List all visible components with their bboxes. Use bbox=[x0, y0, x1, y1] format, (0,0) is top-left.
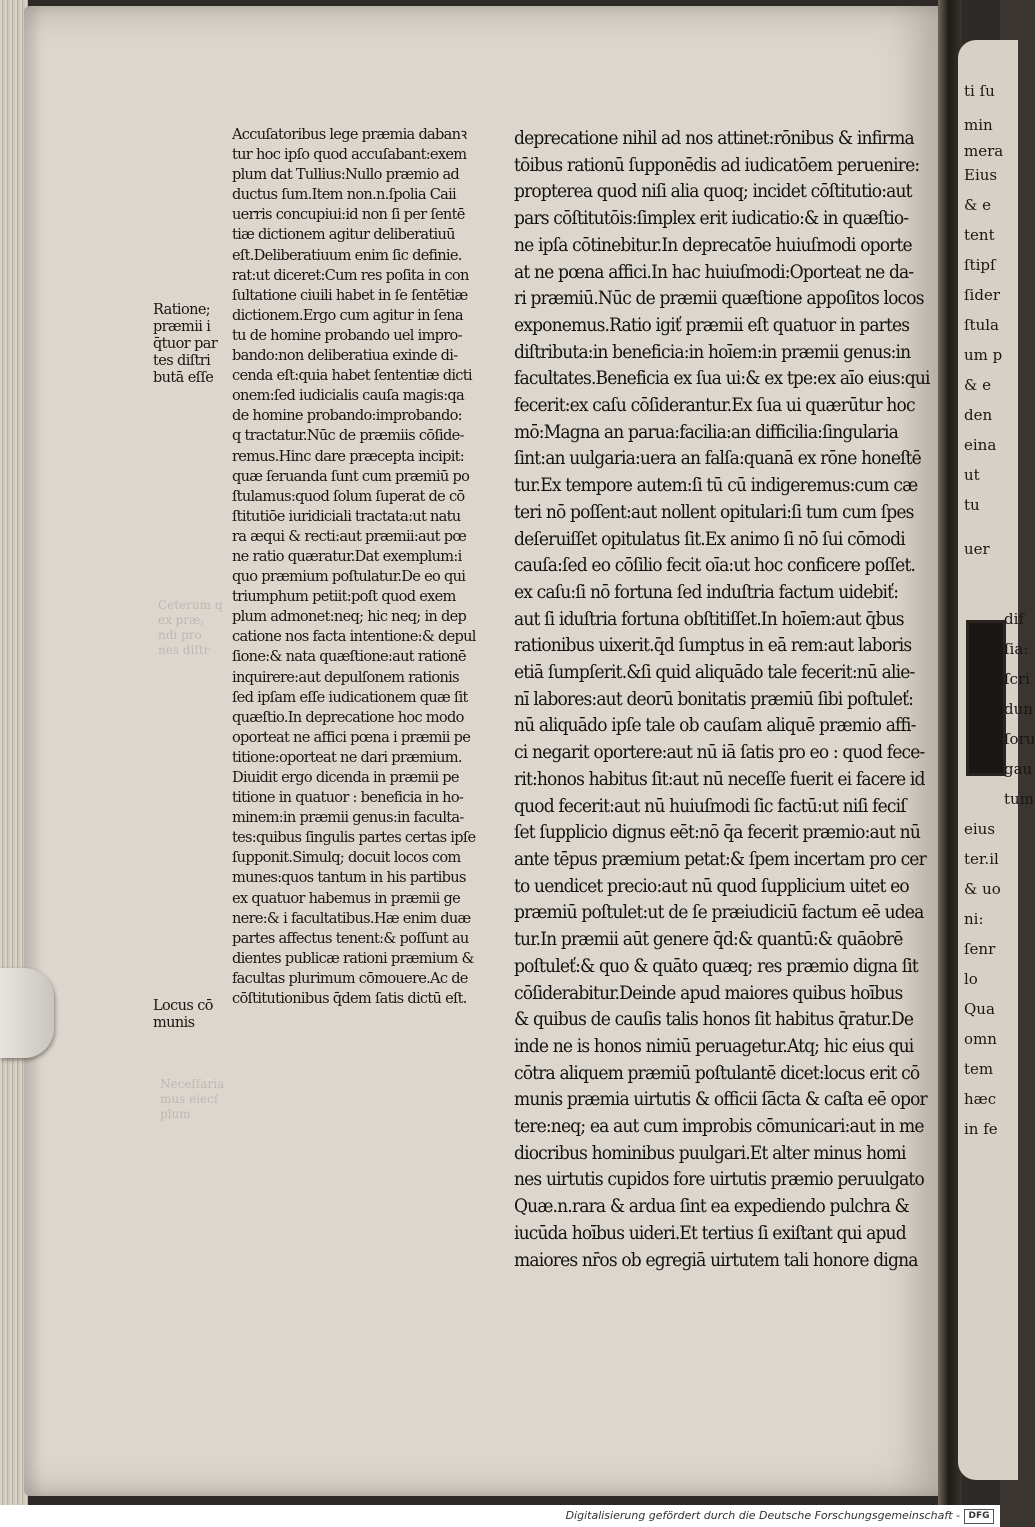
page-clip bbox=[0, 968, 54, 1058]
facing-page-fragment: den bbox=[964, 406, 993, 424]
main-text-line: ri præmiū.Nūc de præmii quæſtione appoſitos locos bbox=[514, 288, 924, 310]
margin-note-line: Locus cō bbox=[153, 998, 213, 1014]
facing-page-fragment: um p bbox=[964, 346, 1003, 364]
main-text-line: tur.In præmii aūt genere q̄d:& quantū:& quāobrē bbox=[514, 929, 903, 951]
facing-page-fragment: tem bbox=[964, 1060, 994, 1078]
main-text-line: nes uirtutis cupidos fore uirtutis præmio peruulgato bbox=[514, 1169, 924, 1191]
facing-page-edge bbox=[958, 40, 1035, 1480]
main-text-line: cōtra aliquem præmiū poſtulantē dicet:locus erit cō bbox=[514, 1062, 920, 1084]
margin-note-locus-communis bbox=[153, 998, 213, 1032]
commentary-line: ſtitutiōe iuridiciali tractata:ut natu bbox=[232, 506, 461, 525]
main-text-line: diocribus hominibus puulgari.Et alter minus homi bbox=[514, 1142, 906, 1164]
main-text-line: nī labores:aut deorū bonitatis præmiū ſibi poſtuleť: bbox=[514, 688, 914, 710]
main-text-line: ne ipſa cōtinebitur.In deprecatōe huiuſmodi oporte bbox=[514, 234, 912, 256]
bleed-through-lower bbox=[160, 1077, 224, 1122]
commentary-line: ſupponit.Simulq; docuit locos com bbox=[232, 848, 461, 867]
commentary-line: ſed ipſam eſſe iudicationem quæ ſit bbox=[232, 687, 468, 706]
main-text-line: quod fecerit:aut nū huiuſmodi ſic factū:ut niſi feciſ bbox=[514, 795, 906, 817]
main-text-line: pars cōſtitutōis:ſimplex erit iudicatio:& in quæſtio- bbox=[514, 208, 909, 230]
commentary-line: q tractatur.Nūc de præmiis cōſide- bbox=[232, 426, 464, 445]
commentary-line: ne ratio quæratur.Dat exemplum:i bbox=[232, 546, 462, 565]
commentary-line: munes:quos tantum in his partibus bbox=[232, 868, 466, 887]
main-text-line: exponemus.Ratio igiť præmii eſt quatuor in partes bbox=[514, 314, 910, 336]
facing-page-fragment: ti ſu bbox=[964, 82, 995, 100]
main-text-line: & quibus de cauſis talis honos ſit habitus q̄ratur.De bbox=[514, 1009, 914, 1031]
main-text-line: præmiū poſtulet:ut de ſe præiudiciū factum eē udea bbox=[514, 902, 924, 924]
main-text-line: propterea quod niſi alia quoq; incidet cōſtitutio:aut bbox=[514, 181, 912, 203]
decorated-initial bbox=[966, 620, 1006, 776]
bleed-through-line: Neceſſaria bbox=[160, 1077, 225, 1091]
commentary-line: eſt.Deliberatiuum enim ſic definie. bbox=[232, 245, 462, 264]
commentary-line: ſtulamus:quod ſolum ſuperat de cō bbox=[232, 486, 465, 505]
facing-page-fragment: ſtula bbox=[964, 316, 999, 334]
facing-page-fragment: ſia: bbox=[1004, 640, 1029, 658]
commentary-line: tur hoc ipſo quod accuſabant:exem bbox=[232, 145, 467, 164]
facing-page-fragment: & e bbox=[964, 196, 991, 214]
facing-page-fragment: ſider bbox=[964, 286, 1000, 304]
commentary-line: ſione:& nata quæſtione:aut rationē bbox=[232, 647, 466, 666]
main-text-line: ſint:an uulgaria:uera an falſa:quanā ex rōne honeſtē bbox=[514, 448, 921, 470]
commentary-line: inquirere:aut depulſonem rationis bbox=[232, 667, 459, 686]
main-text-line: at ne pœna affici.In hac huiuſmodi:Oporteat ne da- bbox=[514, 261, 914, 283]
commentary-line: partes affectus tenent:& poſſunt au bbox=[232, 928, 469, 947]
commentary-line: catione nos facta intentione:& depul bbox=[232, 627, 476, 646]
commentary-line: onem:ſed iudicialis cauſa magis:qa bbox=[232, 386, 464, 405]
commentary-line: quæſtio.In deprecatione hoc modo bbox=[232, 707, 464, 726]
facing-page-fragment: uer bbox=[964, 540, 990, 558]
main-text-line: etiā ſumpſerit.&ſi quid aliquādo tale fecerit:nū alie- bbox=[514, 662, 915, 684]
main-text-line: fecerit:ex caſu cōſiderantur.Ex ſua ui quærūtur hoc bbox=[514, 395, 915, 417]
main-text-line: cōſiderabitur.Deinde apud maiores quibus hoībus bbox=[514, 982, 903, 1004]
facing-page-fragment: ſenr bbox=[964, 940, 996, 958]
commentary-line: uerris concupiui:id non ſi per ſentē bbox=[232, 205, 465, 224]
commentary-line: quo præmium poſtulatur.De eo qui bbox=[232, 567, 466, 586]
main-text-line: ante tēpus præmium petat:& ſpem incertam pro cer bbox=[514, 848, 926, 870]
commentary-line: oporteat ne affici pœna i præmii pe bbox=[232, 727, 471, 746]
main-text-line: munis præmia uirtutis & officii ſācta & caſta eē opor bbox=[514, 1089, 927, 1111]
commentary-line: titione:oporteat ne dari præmium. bbox=[232, 747, 462, 766]
commentary-line: Diuidit ergo dicenda in præmii pe bbox=[232, 768, 459, 786]
facing-page-fragment: omn bbox=[964, 1030, 997, 1048]
funding-notice: Digitalisierung gefördert durch die Deutsche Forschungsgemeinschaft - bbox=[565, 1509, 960, 1522]
commentary-line: titione in quatuor : beneficia in ho- bbox=[232, 788, 464, 807]
commentary-column bbox=[232, 124, 516, 1008]
margin-note-line: Ratione; bbox=[153, 302, 211, 318]
facing-page-fragment: eius bbox=[964, 820, 996, 838]
main-text-line: diſtributa:in beneficia:in hoīem:in præmii genus:in bbox=[514, 341, 911, 363]
commentary-line: cōſtitutionibus q̄dem ſatis dictū eſt. bbox=[232, 989, 467, 1008]
commentary-line: triumphum petiit:poſt quod exem bbox=[232, 587, 456, 606]
main-text-line: rit:honos habitus ſit:aut nū neceſſe fuerit ei facere id bbox=[514, 768, 925, 790]
facing-page-fragment: ſcri bbox=[1004, 670, 1030, 688]
facing-page-fragment: Qua bbox=[964, 1000, 995, 1018]
main-text-line: mō:Magna an parua:facilia:an difficilia:ſingularia bbox=[514, 421, 898, 443]
main-text-line: iucūda hoībus uideri.Et tertius ſi exiſtant qui apud bbox=[514, 1222, 906, 1244]
facing-page-fragment: mera bbox=[964, 142, 1004, 160]
commentary-line: de homine probando:improbando: bbox=[232, 406, 462, 425]
facing-page-fragment: & e bbox=[964, 376, 991, 394]
margin-note-line: munis bbox=[153, 1015, 195, 1031]
main-text-column bbox=[514, 126, 934, 1274]
commentary-line: tes:quibus ſingulis partes certas ipſe bbox=[232, 828, 476, 847]
commentary-line: bando:non deliberatiua exinde di- bbox=[232, 346, 458, 365]
bleed-through-upper bbox=[158, 598, 223, 658]
commentary-line: ſultatione ciuili habet in ſe ſentētiæ bbox=[232, 285, 468, 304]
commentary-line: dientes publicæ rationi præmium & bbox=[232, 948, 474, 967]
commentary-line: minem:in præmii genus:in faculta- bbox=[232, 808, 464, 827]
commentary-line: quæ ſeruanda ſunt cum præmiū po bbox=[232, 466, 470, 485]
margin-note-rationes bbox=[153, 302, 217, 387]
facing-page-fragment: ter.il bbox=[964, 850, 999, 868]
facing-page-fragment: min bbox=[964, 116, 993, 134]
commentary-line: remus.Hinc dare præcepta incipit: bbox=[232, 446, 464, 465]
bleed-through-line: plum bbox=[160, 1107, 191, 1121]
main-text-line: tur.Ex tempore autem:ſi tū cū indigeremus:cum cæ bbox=[514, 475, 918, 497]
bleed-through-line: ndi pro bbox=[158, 628, 202, 642]
commentary-line: ra æqui & recti:aut præmii:aut pœ bbox=[232, 526, 467, 545]
facing-page-fragment: Eius bbox=[964, 166, 998, 184]
commentary-line: dictionem.Ergo cum agitur in ſena bbox=[232, 305, 463, 324]
bleed-through-line: Ceterum q bbox=[158, 598, 223, 612]
commentary-line: tu de homine probando uel impro- bbox=[232, 325, 462, 344]
commentary-line: Accuſatoribus lege præmia dabanꝛ bbox=[232, 125, 467, 143]
facing-page-fragment: tum bbox=[1004, 790, 1034, 808]
facing-page-fragment: lo bbox=[964, 970, 978, 988]
main-text-line: deprecatione nihil ad nos attinet:rōnibus & infirma bbox=[514, 128, 914, 149]
main-text-line: teri nō poſſent:aut nollent opitulari:ſi tum cum ſpes bbox=[514, 501, 914, 523]
main-text-line: ci negarit oportere:aut nū iā ſatis pro eo : quod fece- bbox=[514, 742, 925, 764]
dfg-logo: DFG bbox=[964, 1509, 994, 1524]
main-text-line: nū aliquādo ipſe tale ob cauſam aliquē præmio affi- bbox=[514, 715, 916, 737]
commentary-line: facultas plurimum cōmouere.Ac de bbox=[232, 968, 468, 987]
main-text-line: tere:neq; ea aut cum improbis cōmunicari:aut in me bbox=[514, 1116, 924, 1138]
main-text-line: aut ſi iduſtria fortuna obſtitiſſet.In hoīem:aut q̄bus bbox=[514, 608, 904, 630]
main-text-line: maiores nr̄os ob egregiā uirtutem tali honore digna bbox=[514, 1249, 918, 1271]
facing-page-fragment: hæc bbox=[964, 1090, 997, 1108]
facing-page-fragment: ſtipſ bbox=[964, 256, 996, 274]
facing-page-fragment: eina bbox=[964, 436, 997, 454]
facing-page-fragment: ut bbox=[964, 466, 980, 484]
commentary-line: tiæ dictionem agitur deliberatiuū bbox=[232, 225, 455, 244]
commentary-line: ex quatuor habemus in præmii ge bbox=[232, 888, 461, 907]
commentary-line: nere:& i facultatibus.Hæ enim duæ bbox=[232, 908, 471, 927]
main-text-line: to uendicet precio:aut nū quod ſupplicium uitet eo bbox=[514, 875, 909, 897]
facing-page-fragment: tent bbox=[964, 226, 995, 244]
facing-page-fragment: in fe bbox=[964, 1120, 998, 1138]
commentary-line: cenda eſt:quia habet ſententiæ dicti bbox=[232, 366, 472, 385]
main-text-line: Quæ.n.rara & ardua ſint ea expediendo pulchra & bbox=[514, 1196, 909, 1218]
facing-page-fragment: dun bbox=[1004, 700, 1033, 718]
margin-note-line: tes diſtri bbox=[153, 353, 211, 369]
facing-page-fragment: ſoru bbox=[1004, 730, 1035, 748]
main-text-line: ſet ſupplicio dignus eēt:nō q̄a fecerit præmio:aut nū bbox=[514, 822, 920, 844]
main-text-line: deſeruiſſet opitulatus ſit.Ex animo ſi nō ſui cōmodi bbox=[514, 528, 905, 550]
main-text-line: inde ne is honos nimiū peruagetur.Atq; hic eius qui bbox=[514, 1035, 914, 1057]
commentary-line: rat:ut diceret:Cum res poſita in con bbox=[232, 265, 469, 284]
main-text-line: facultates.Beneficia ex ſua ui:& ex tpe:ex aīo eius:qui bbox=[514, 368, 930, 390]
facing-page-fragment: & uo bbox=[964, 880, 1001, 898]
main-text-line: cauſa:ſed eo cōſilio fecit oīa:ut hoc conficere poſſet. bbox=[514, 555, 916, 577]
main-text-line: tōibus rationū ſupponēdis ad iudicatōem peruenire: bbox=[514, 154, 920, 176]
main-text-line: rationibus uixerit.q̄d ſumptus in eā rem:aut laboris bbox=[514, 635, 912, 657]
commentary-line: ductus ſum.Item non.n.ſpolia Caii bbox=[232, 185, 457, 204]
facing-page-fragment: gau bbox=[1004, 760, 1033, 778]
footer-bar bbox=[0, 1505, 1000, 1527]
facing-page-fragment: dif bbox=[1004, 610, 1024, 628]
facing-page-fragment: ni: bbox=[964, 910, 984, 928]
margin-note-line: præmii i bbox=[153, 319, 211, 335]
bleed-through-line: ex præ, bbox=[158, 613, 205, 627]
margin-note-line: butā eſſe bbox=[153, 370, 214, 386]
facing-page-fragment: tu bbox=[964, 496, 980, 514]
main-text-line: ex caſu:ſi nō fortuna ſed induſtria factum uidebiť: bbox=[514, 581, 899, 603]
commentary-line: plum admonet:neq; hic neq; in dep bbox=[232, 607, 467, 626]
bleed-through-line: nes diſtr bbox=[158, 643, 210, 657]
main-text-line: poſtuleť:& quo & quāto quæq; res præmio digna ſit bbox=[514, 955, 918, 977]
commentary-line: plum dat Tullius:Nullo præmio ad bbox=[232, 165, 460, 184]
margin-note-line: q̄tuor par bbox=[153, 336, 218, 352]
bleed-through-line: mus eiecſ bbox=[160, 1092, 219, 1106]
